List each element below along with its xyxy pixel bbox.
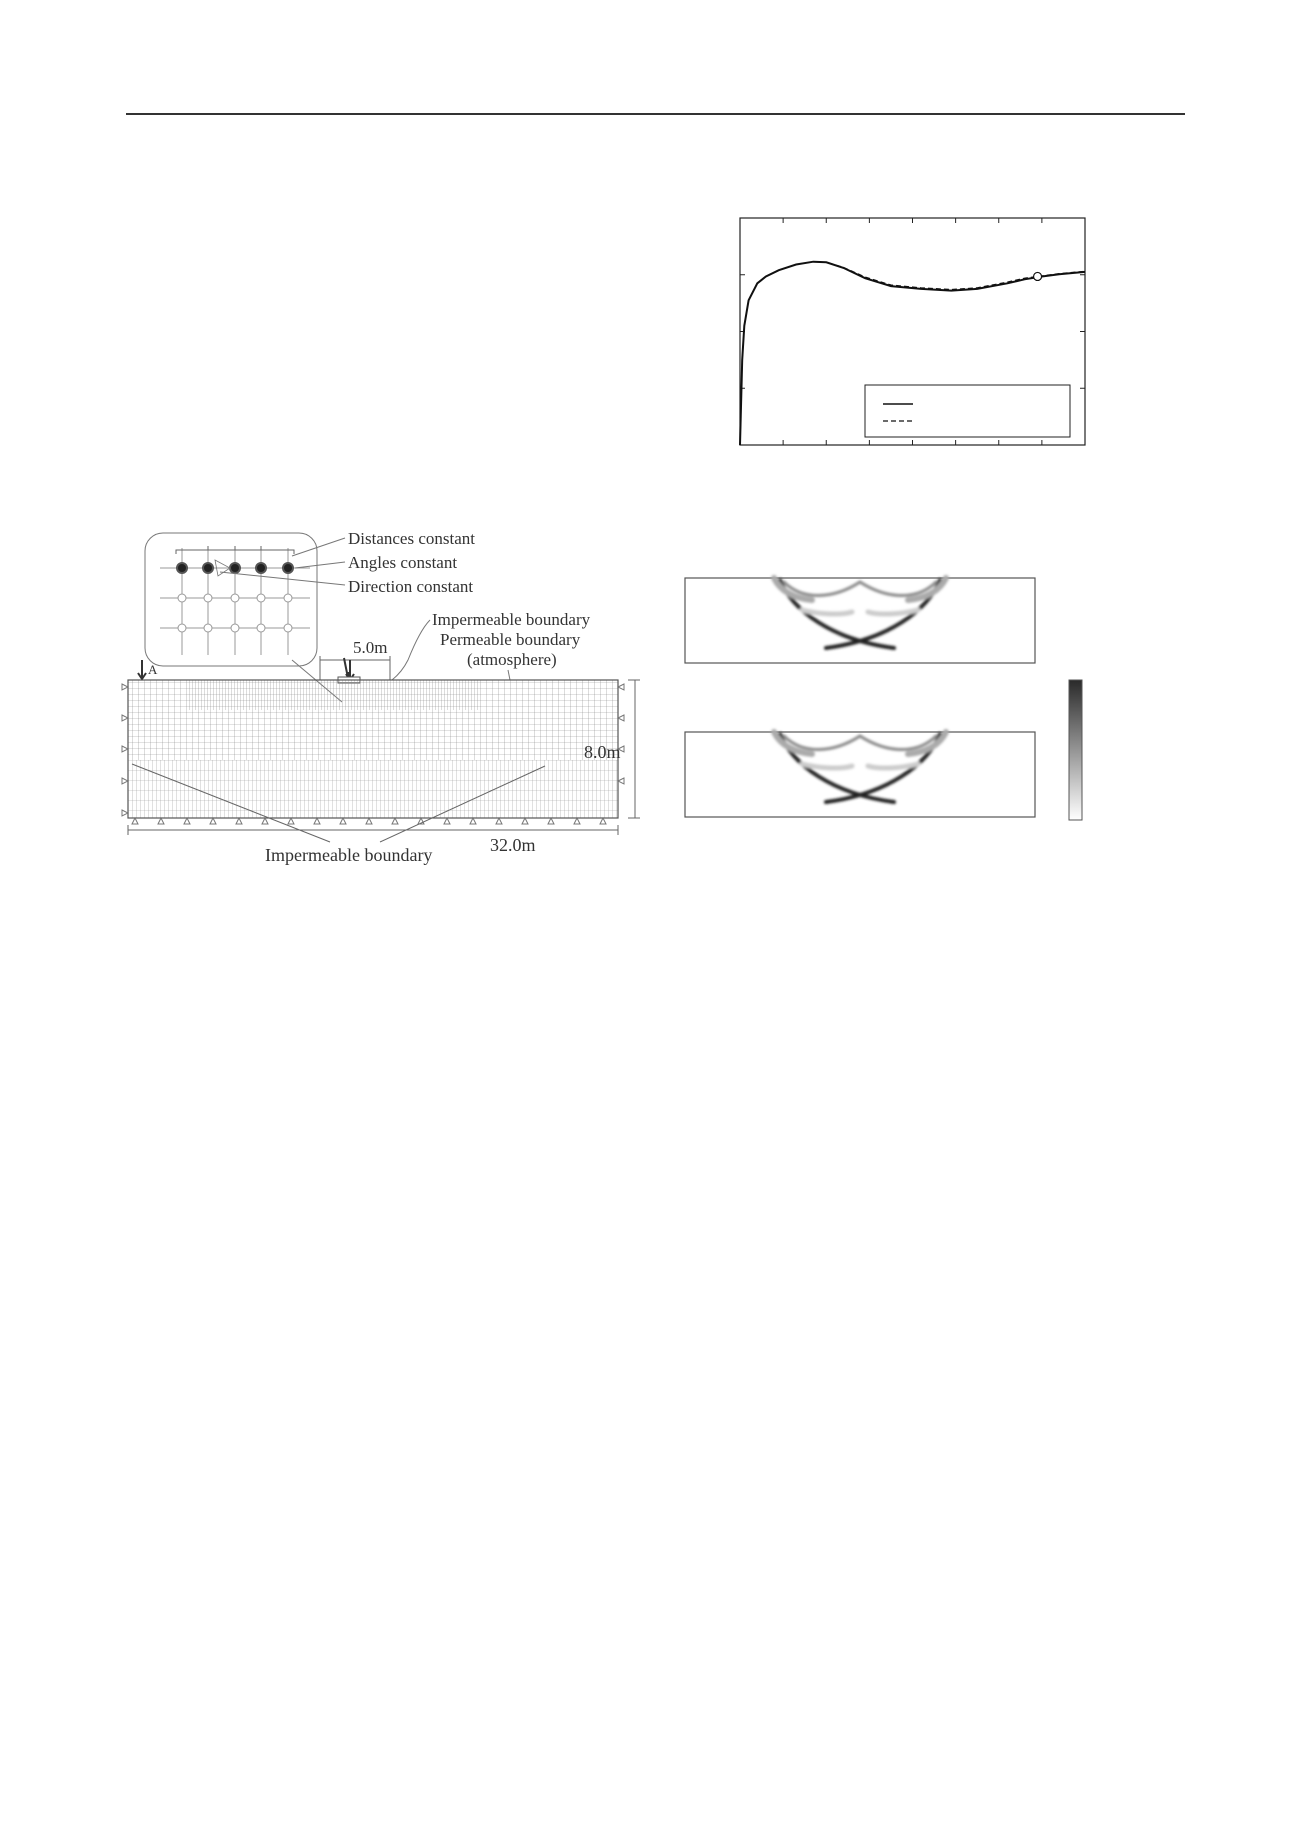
shear-band-contour-top [682, 570, 1042, 670]
mesh-figure [120, 520, 640, 880]
label-angles-constant: Angles constant [348, 553, 458, 572]
legend-box [865, 385, 1070, 437]
fixed-node [230, 563, 240, 573]
label-point-a: A [148, 662, 158, 677]
fe-mesh [128, 680, 618, 818]
fixed-node [203, 563, 213, 573]
label-distances-constant: Distances constant [348, 529, 475, 548]
colorbar [1065, 678, 1087, 823]
label-impermeable-top: Impermeable boundary [432, 610, 591, 629]
marker-point [1034, 272, 1042, 280]
label-width: 32.0m [490, 835, 536, 855]
label-impermeable-bottom: Impermeable boundary [265, 845, 433, 865]
label-depth: 8.0m [584, 742, 621, 762]
label-permeable: Permeable boundary [440, 630, 581, 649]
chart-legend [865, 385, 1070, 437]
label-load-width: 5.0m [353, 638, 388, 657]
load-settlement-chart [735, 215, 1090, 450]
inset-constraint-diagram [145, 533, 317, 666]
header-rule [126, 113, 1185, 115]
fixed-node [283, 563, 293, 573]
label-atmosphere: (atmosphere) [467, 650, 557, 669]
fixed-node [177, 563, 187, 573]
label-direction-constant: Direction constant [348, 577, 474, 596]
fixed-node [256, 563, 266, 573]
shear-band-contour-bottom [682, 724, 1042, 824]
